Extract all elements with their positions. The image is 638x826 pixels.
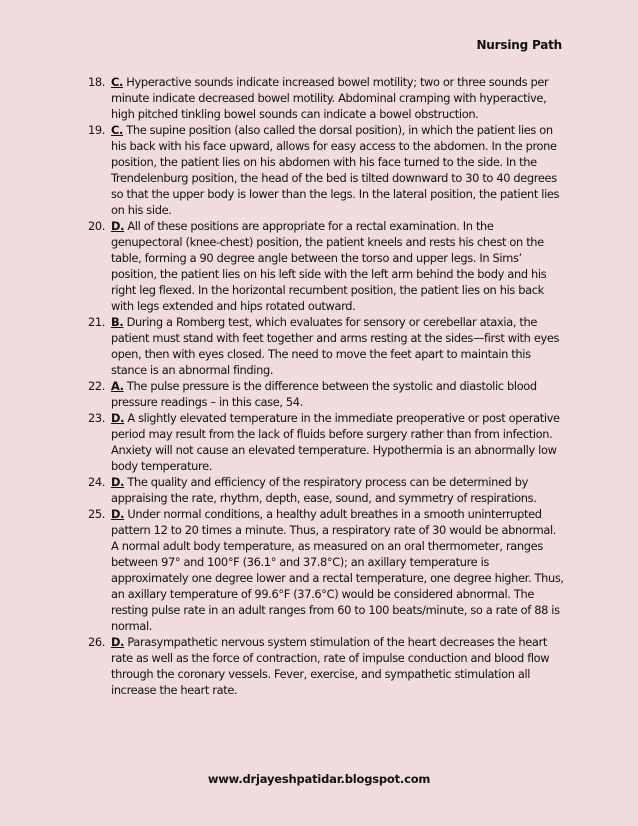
answer-number: 21. (88, 315, 106, 329)
answer-item (88, 314, 566, 378)
answer-text: During a Romberg test, which evaluates for sensory or cerebellar ataxia, the patient must stand with feet together and arms resting at the sides—first with eyes open, then with eyes closed. The need to move the feet apart to maintain this stance is an abnormal finding. (111, 315, 560, 377)
answer-number: 23. (88, 411, 106, 425)
answer-letter: D. (111, 635, 125, 649)
answer-number: 18. (88, 75, 106, 89)
answer-item (88, 74, 566, 122)
answer-item (88, 506, 566, 634)
answer-letter: B. (111, 315, 124, 329)
answer-text: Parasympathetic nervous system stimulation of the heart decreases the heart rate as well as the force of contraction, rate of impulse conduction and blood flow through the coronary vessels. Fever, exercise, and sympathetic stimulation all increase the heart rate. (111, 635, 550, 697)
answer-text: The supine position (also called the dorsal position), in which the patient lies on his back with his face upward, allows for easy access to the abdomen. In the prone position, the patient lies on his abdomen with his face turned to the side. In the Trendelenburg position, the head of the bed is tilted downward to 30 to 40 degrees so that the upper body is lower than the legs. In the lateral position, the patient lies on his side. (111, 123, 560, 217)
answer-number: 25. (88, 507, 106, 521)
answer-number: 20. (88, 219, 106, 233)
answer-number: 26. (88, 635, 106, 649)
answer-letter: C. (111, 75, 123, 89)
answer-text: The pulse pressure is the difference between the systolic and diastolic blood pressure readings – in this case, 54. (111, 379, 537, 409)
answer-text: The quality and efficiency of the respiratory process can be determined by appraising the rate, rhythm, depth, ease, sound, and symmetry of respirations. (111, 475, 537, 505)
answer-text: All of these positions are appropriate for a rectal examination. In the genupectoral (knee-chest) position, the patient kneels and rests his chest on the table, forming a 90 degree angle between the torso and upper legs. In Sims’ position, the patient lies on his left side with the left arm behind the body and his right leg flexed. In the horizontal recumbent position, the patient lies on his back with legs extended and hips rotated outward. (111, 219, 547, 313)
page-header: Nursing Path (476, 38, 562, 52)
answer-number: 19. (88, 123, 106, 137)
answer-list (88, 74, 566, 698)
answer-text: Hyperactive sounds indicate increased bowel motility; two or three sounds per minute indicate decreased bowel motility. Abdominal cramping with hyperactive, high pitched tinkling bowel sounds can indicate a bowel obstruction. (111, 75, 549, 121)
answer-item (88, 378, 566, 410)
answer-number: 24. (88, 475, 106, 489)
answer-item (88, 122, 566, 218)
answer-number: 22. (88, 379, 106, 393)
answer-item (88, 474, 566, 506)
answer-letter: D. (111, 411, 125, 425)
answer-item (88, 634, 566, 698)
answer-text: Under normal conditions, a healthy adult breathes in a smooth uninterrupted pattern 12 to 20 times a minute. Thus, a respiratory rate of 30 would be abnormal. A normal adult body temperature, as measured on an oral thermometer, ranges between 97° and 100°F (36.1° and 37.8°C); an axillary temperature is approximately one degree lower and a rectal temperature, one degree higher. Thus, an axillary temperature of 99.6°F (37.6°C) would be considered abnormal. The resting pulse rate in an adult ranges from 60 to 100 beats/minute, so a rate of 88 is normal. (111, 507, 564, 633)
answer-item (88, 410, 566, 474)
answer-letter: A. (111, 379, 124, 393)
page-footer-url: www.drjayeshpatidar.blogspot.com (207, 772, 431, 786)
answer-letter: D. (111, 507, 125, 521)
answer-letter: D. (111, 475, 125, 489)
answer-letter: D. (111, 219, 125, 233)
answer-letter: C. (111, 123, 123, 137)
answer-item (88, 218, 566, 314)
answer-text: A slightly elevated temperature in the immediate preoperative or post operative period may result from the lack of fluids before surgery rather than from infection. Anxiety will not cause an elevated temperature. Hypothermia is an abnormally low body temperature. (111, 411, 560, 473)
